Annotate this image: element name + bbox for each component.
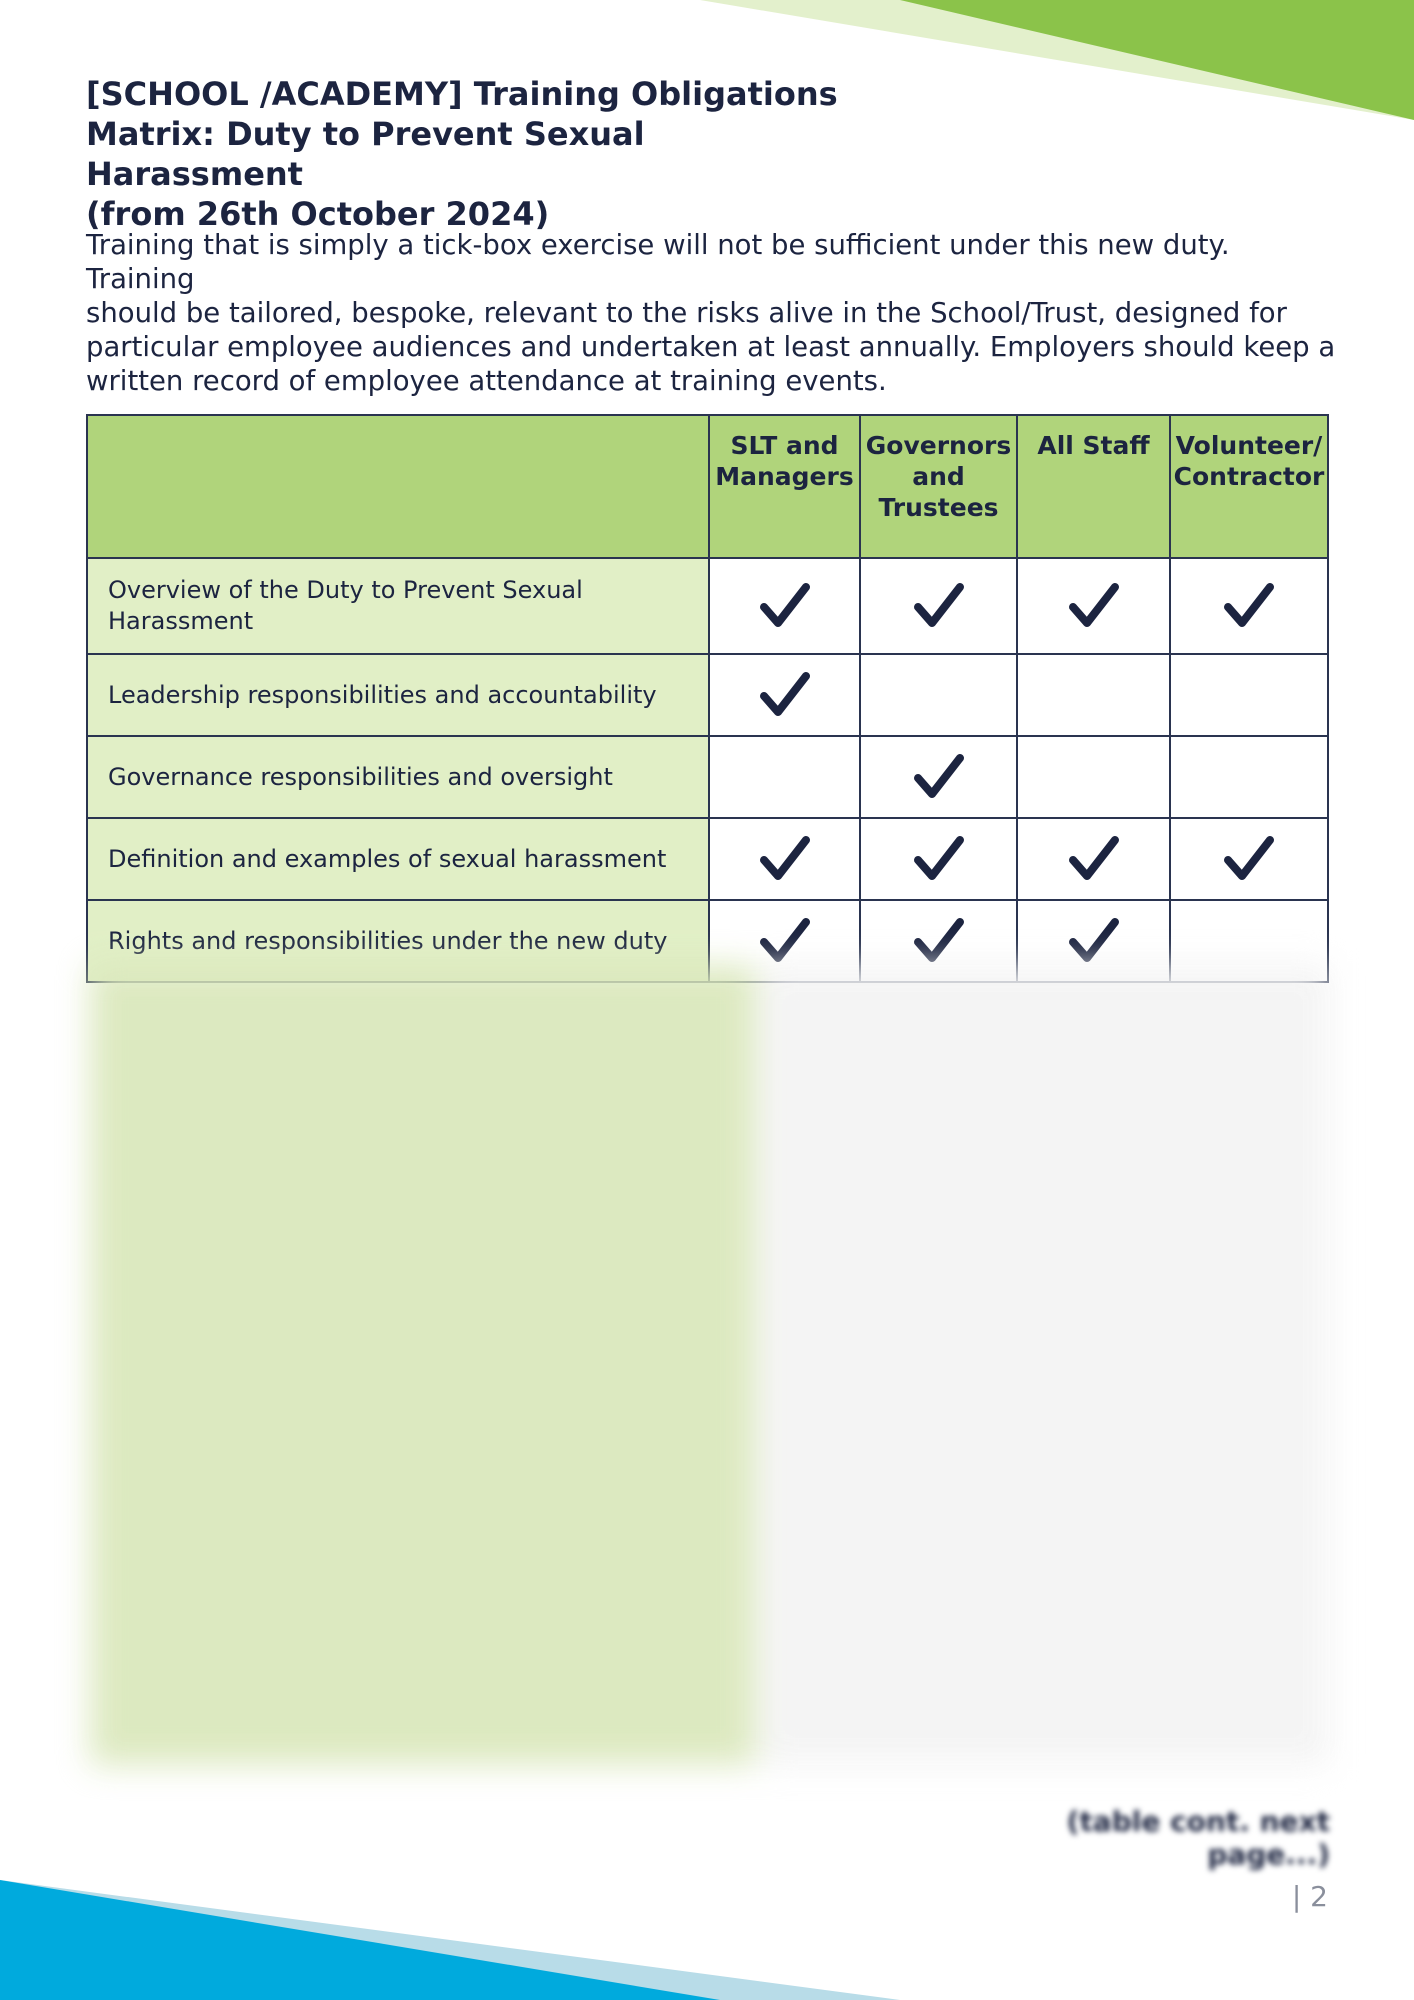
column-header-line: Contractor [1173,462,1325,491]
training-matrix-table [86,414,1329,983]
column-header-slt [709,415,860,558]
column-header-line: All Staff [1037,431,1150,460]
matrix-cell [1017,736,1170,818]
intro-line: should be tailored, bespoke, relevant to the risks alive in the School/Trust, designed for [86,297,1287,329]
intro-line: written record of employee attendance at training events. [86,365,887,397]
checkmark-icon [758,596,812,615]
row-label: Rights and responsibilities under the new duty [87,900,709,982]
column-header-line: and [912,462,965,491]
matrix-header-row [87,415,1328,558]
table-row [87,558,1328,654]
matrix-body [87,558,1328,982]
matrix-cell [709,818,860,900]
checkmark-icon [1067,596,1121,615]
column-header-governors [860,415,1017,558]
column-header-line: Volunteer/ [1175,431,1323,460]
matrix-cell [1170,736,1328,818]
page-number: | 2 [1291,1880,1328,1913]
checkmark-icon [1222,849,1276,868]
title-line: Matrix: Duty to Prevent Sexual Harassment [86,115,645,193]
intro-paragraph [86,228,1336,398]
table-row [87,654,1328,736]
checkmark-icon [758,849,812,868]
checkmark-icon [758,685,812,704]
matrix-cell [1170,818,1328,900]
matrix-cell [1017,818,1170,900]
checkmark-icon [912,767,966,786]
intro-line: particular employee audiences and undertaken at least annually. Employers should keep a [86,331,1336,363]
checkmark-icon [912,931,966,950]
checkmark-icon [1067,931,1121,950]
matrix-cell [709,558,860,654]
row-label: Definition and examples of sexual harassment [87,818,709,900]
matrix-cell [1017,558,1170,654]
matrix-cell [860,736,1017,818]
table-row [87,736,1328,818]
checkmark-icon [758,931,812,950]
document-title [86,74,846,234]
matrix-cell [860,654,1017,736]
checkmark-icon [1222,596,1276,615]
row-label: Overview of the Duty to Prevent Sexual Harassment [87,558,709,654]
matrix-cell [1170,654,1328,736]
matrix-cell [709,654,860,736]
intro-line: Training that is simply a tick-box exercise will not be sufficient under this new duty. Training [86,229,1230,295]
table-row [87,818,1328,900]
matrix-cell [1017,654,1170,736]
row-label: Governance responsibilities and oversight [87,736,709,818]
table-continued-note: (table cont. next page...) [1066,1805,1330,1871]
matrix-cell [860,818,1017,900]
column-header-line: Managers [715,462,854,491]
row-label: Leadership responsibilities and accountability [87,654,709,736]
column-header-line: Governors [865,431,1012,460]
bottom-corner-decoration [0,1870,1414,2000]
blurred-tick-columns [760,965,1330,1765]
column-header-volunteer [1170,415,1328,558]
matrix-cell [860,558,1017,654]
matrix-cell [1170,558,1328,654]
matrix-cell [709,736,860,818]
column-header-all-staff [1017,415,1170,558]
checkmark-icon [912,849,966,868]
column-header-line: SLT and [730,431,839,460]
title-line: (from 26th October 2024) [86,195,550,233]
header-blank-cell [87,415,709,558]
checkmark-icon [912,596,966,615]
blurred-table-continuation [70,965,1345,1785]
title-line: [SCHOOL /ACADEMY] Training Obligations [86,75,838,113]
blurred-label-column [90,965,755,1765]
checkmark-icon [1067,849,1121,868]
column-header-line: Trustees [878,493,999,522]
